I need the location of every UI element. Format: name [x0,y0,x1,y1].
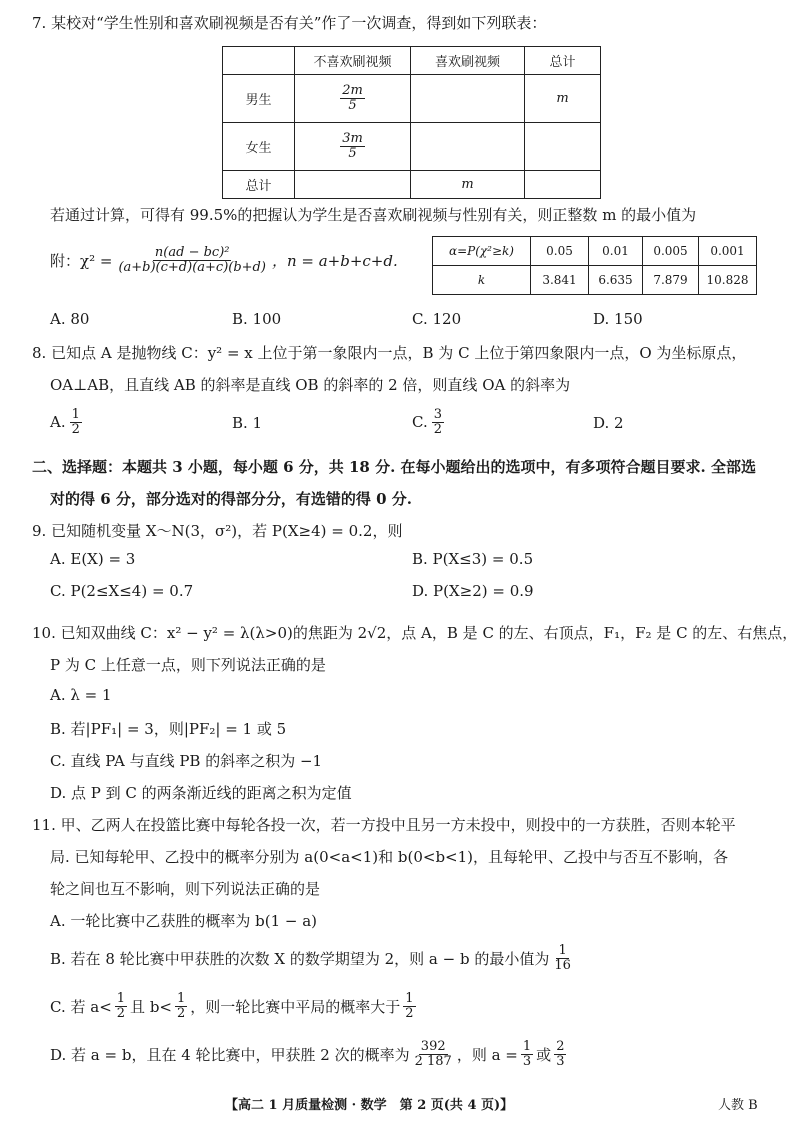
q11-stem-line1: 11. 甲、乙两人在投篮比赛中每轮各投一次，若一方投中且另一方未投中，则投中的一方获胜，否则本轮平 [32,816,736,834]
critical-value-table [432,236,757,295]
q11-stem-line3: 轮之间也互不影响，则下列说法正确的是 [50,880,321,898]
q10-option-a[interactable]: A. λ = 1 [50,686,112,704]
q8-option-a[interactable]: A. $\frac{1}{2}$ [50,407,80,437]
q7-stem: 7. 某校对“学生性别和喜欢刷视频是否有关”作了一次调查，得到如下列联表： [32,14,547,32]
q11-option-c[interactable]: C. 若 a< $\frac{1}{2}$ 且 b< $\frac{1}{2}$ ，则一轮比赛中平局的概率大于 $\frac{1}{2}$ [50,991,414,1021]
q8-option-d[interactable]: D. 2 [593,414,624,432]
table-cell [525,171,601,199]
row-label: 女生 [223,123,295,171]
table-header-cell: 总计 [525,47,601,75]
q8-option-c[interactable]: C. $\frac{3}{2}$ [412,407,442,437]
ref-cell: 0.05 [531,237,589,266]
ref-cell: 6.635 [589,266,643,295]
q11-option-b[interactable]: B. 若在 8 轮比赛中甲获胜的次数 X 的数学期望为 2，则 a − b 的最小值为 $\frac{1}{16}$ [50,943,571,973]
edition-label: 人教 B [718,1098,758,1113]
q9-option-c[interactable]: C. P(2≤X≤4) = 0.7 [50,582,194,600]
table-cell [411,123,525,171]
table-header-cell: 不喜欢刷视频 [295,47,411,75]
q9-option-b[interactable]: B. P(X≤3) = 0.5 [412,550,534,568]
q11-option-a[interactable]: A. 一轮比赛中乙获胜的概率为 b(1 − a) [50,912,318,930]
q10-option-d[interactable]: D. 点 P 到 C 的两条渐近线的距离之积为定值 [50,784,352,802]
table-header-cell [223,47,295,75]
ref-cell: k [433,266,531,295]
table-cell: m [411,171,525,199]
q10-stem-line1: 10. 已知双曲线 C：x² − y² = λ(λ>0)的焦距为 2√2，点 A，B 是 C 的左、右顶点，F₁，F₂ 是 C 的左、右焦点， [32,624,798,642]
ref-cell: 0.001 [699,237,757,266]
ref-cell: α=P(χ²≥k) [433,237,531,266]
chi-square-formula [50,246,398,274]
q9-stem: 9. 已知随机变量 X～N(3，σ²)，若 P(X≥4) = 0.2，则 [32,522,403,540]
table-cell: m [525,75,601,123]
q10-option-c[interactable]: C. 直线 PA 与直线 PB 的斜率之积为 −1 [50,752,323,770]
formula-fraction: $\frac{\text{n(ad − bc)²}}{(a+b)(c+d)(a+c)(b+d)}$ [118,245,266,275]
q8-stem-line1: 8. 已知点 A 是抛物线 C：y² = x 上位于第一象限内一点，B 为 C 上位于第四象限内一点，O 为坐标原点， [32,344,747,362]
ref-cell: 3.841 [531,266,589,295]
table-cell [525,123,601,171]
section2-heading-line1: 二、选择题：本题共 3 小题，每小题 6 分，共 18 分. 在每小题给出的选项中，有多项符合题目要求. 全部选 [32,458,756,476]
ref-cell: 0.005 [643,237,699,266]
q8-option-b[interactable]: B. 1 [232,414,263,432]
q9-option-a[interactable]: A. E(X) = 3 [50,550,136,568]
formula-prefix: 附：χ² = [50,251,113,270]
q7-option-b[interactable]: B. 100 [232,310,282,328]
q7-option-c[interactable]: C. 120 [412,310,462,328]
ref-cell: 10.828 [699,266,757,295]
q7-option-a[interactable]: A. 80 [50,310,90,328]
q11-option-d[interactable]: D. 若 a = b，且在 4 轮比赛中，甲获胜 2 次的概率为 $\frac{392}{2 187}$ ，则 a = $\frac{1}{3}$ 或 $\frac{2}{3}$ [50,1039,565,1069]
q10-stem-line2: P 为 C 上任意一点，则下列说法正确的是 [50,656,326,674]
row-label: 总计 [223,171,295,199]
section2-heading-line2: 对的得 6 分，部分选对的得部分分，有选错的得 0 分. [50,490,412,508]
row-label: 男生 [223,75,295,123]
formula-suffix: ，n = a+b+c+d. [271,251,398,270]
q11-stem-line2: 局. 已知每轮甲、乙投中的概率分别为 a(0<a<1)和 b(0<b<1)，且每轮甲、乙投中与否互不影响，各 [50,848,729,866]
q7-option-d[interactable]: D. 150 [593,310,643,328]
q9-option-d[interactable]: D. P(X≥2) = 0.9 [412,582,534,600]
ref-cell: 7.879 [643,266,699,295]
table-cell [411,75,525,123]
page-footer: 【高二 1 月质量检测 · 数学 第 2 页(共 4 页)】 [225,1098,514,1113]
table-cell: $\frac{3m}{5}$ [295,123,411,171]
q8-stem-line2: OA⊥AB，且直线 AB 的斜率是直线 OB 的斜率的 2 倍，则直线 OA 的斜率为 [50,376,571,394]
q10-option-b[interactable]: B. 若|PF₁| = 3，则|PF₂| = 1 或 5 [50,720,287,738]
ref-cell: 0.01 [589,237,643,266]
table-header-cell: 喜欢刷视频 [411,47,525,75]
table-cell: $\frac{2m}{5}$ [295,75,411,123]
table-cell [295,171,411,199]
contingency-table [222,46,601,199]
q7-question: 若通过计算，可得有 99.5%的把握认为学生是否喜欢刷视频与性别有关，则正整数 m 的最小值为 [50,206,697,224]
